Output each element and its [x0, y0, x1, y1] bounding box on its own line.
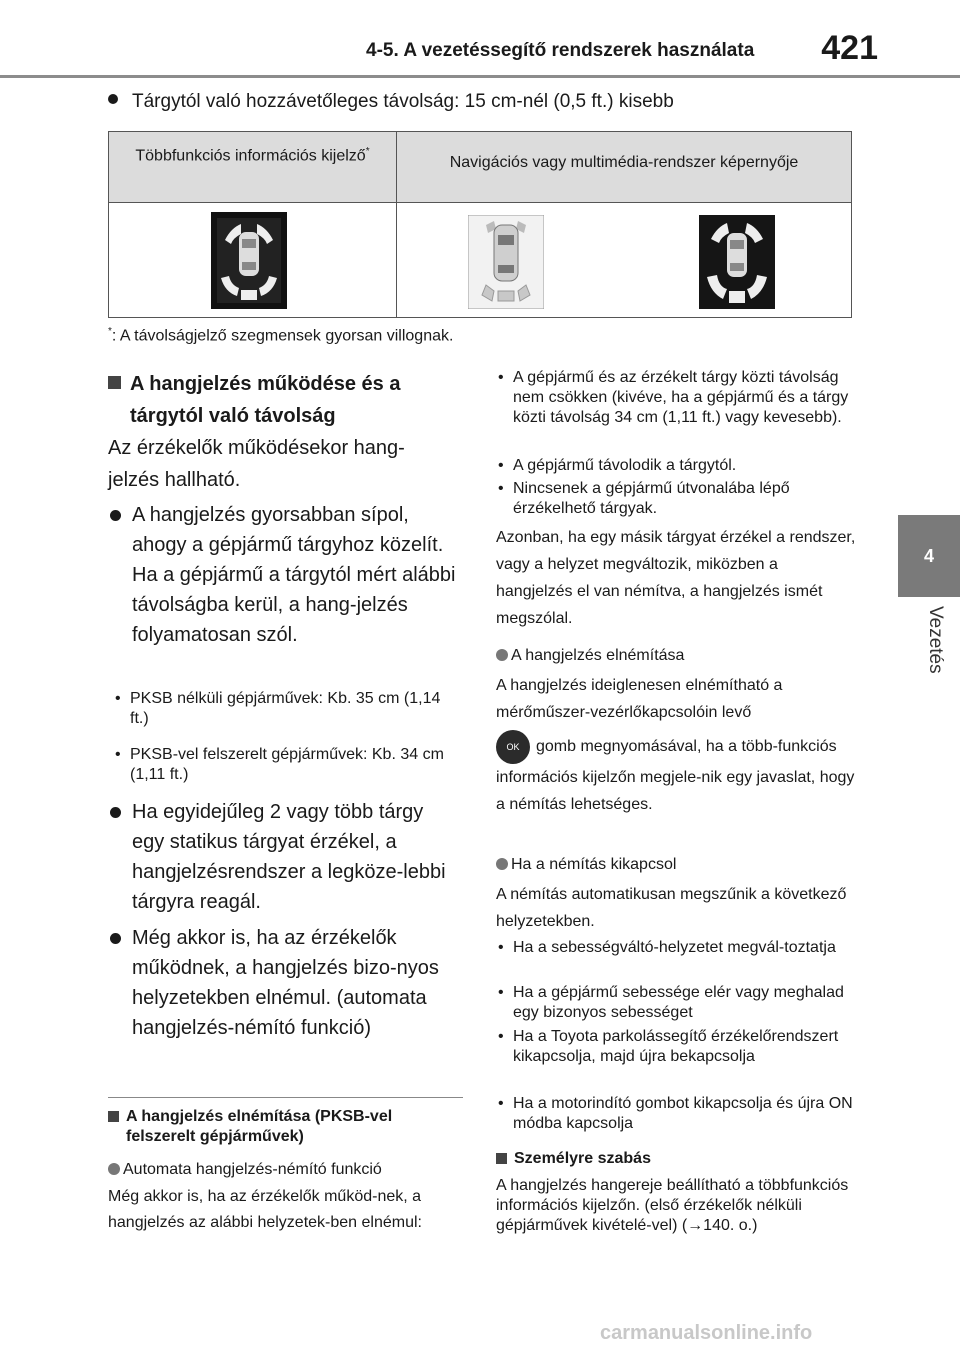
multiple-objects-text: Ha egyidejűleg 2 vagy több tárgy egy statikus tárgyat érzékel, a hangjelzésrendszer a legköze-lebbi tárgyra reagál. [132, 801, 446, 913]
table-header-mid [109, 139, 396, 168]
list-item-text: Ha a Toyota parkolássegítő érzékelőrendszert kikapcsolja, majd újra bekapcsolja [513, 1028, 839, 1065]
mute-heading-text: A hangjelzés elnémítása (PKSB-vel felszerelt gépjárművek) [126, 1108, 393, 1145]
chapter-label: Vezetés [925, 606, 946, 674]
resume-paragraph: Azonban, ha egy másik tárgyat érzékel a rendszer, vagy a helyzet megváltozik, miközben a hangjelzés el van némítva, a hangjelzés ismét megszólal. [496, 529, 856, 627]
bullet-icon [110, 933, 121, 944]
table-footnote [108, 326, 453, 345]
auto-mute-subheading [108, 1160, 463, 1180]
footnote-mark: * [108, 326, 112, 337]
section-divider [108, 1097, 463, 1098]
square-bullet-icon [496, 1153, 507, 1164]
auto-mute-bullet [108, 923, 458, 1043]
square-bullet-icon [108, 376, 121, 389]
auto-mute-bullet-text: Még akkor is, ha az érzékelők működnek, a hangjelzés bizo-nyos helyzetekben elnémul. (automata hangjelzés-némító funkció) [132, 927, 439, 1039]
list-item: • Ha a motorindító gombot kikapcsolja és újra ON módba kapcsolja [496, 1094, 856, 1134]
page-number: 421 [821, 29, 878, 67]
auto-mute-text: Még akkor is, ha az érzékelők működ-nek, a hangjelzés az alábbi helyzetek-ben elnémul: [108, 1188, 422, 1231]
circle-bullet-icon [496, 649, 508, 661]
circle-bullet-icon [108, 1163, 120, 1175]
mid-header-text: Többfunkciós információs kijelző [135, 147, 366, 165]
customization-text [496, 1176, 856, 1236]
circle-bullet-icon [496, 858, 508, 870]
sub-item-text: PKSB-vel felszerelt gépjárművek: Kb. 34 cm (1,11 ft.) [130, 746, 444, 783]
ok-button-icon: OK [496, 730, 530, 764]
list-item-text: Ha a motorindító gombot kikapcsolja és újra ON módba kapcsolja [513, 1095, 853, 1132]
bullet-icon [110, 807, 121, 818]
list-item: • Ha a gépjármű sebessége elér vagy meghalad egy bizonyos sebességet [496, 983, 856, 1023]
table-header-nav: Navigációs vagy multimédia-rendszer képernyője [449, 154, 799, 171]
customization-text-content: A hangjelzés hangereje beállítható a többfunkciós információs kijelzőn. (első érzékelők nélküli gépjárművek kivételé-vel) (→140. o.) [496, 1177, 849, 1234]
mute-subheading [496, 646, 856, 666]
customization-heading-text: Személyre szabás [514, 1150, 651, 1167]
distance-bullet-text: Tárgytól való hozzávetőleges távolság: 15 cm-nél (0,5 ft.) kisebb [132, 91, 674, 112]
faster-beep-text: A hangjelzés gyorsabban sípol, ahogy a gépjármű tárgyhoz közelít. [132, 504, 444, 556]
faster-beep-bullet [108, 500, 458, 650]
list-item: • A gépjármű távolodik a tárgytól. [496, 456, 856, 476]
list-item-text: A gépjármű és az érzékelt tárgy közti távolság nem csökken (kivéve, ha a gépjármű és a tárgy közti távolság 34 cm (1,11 ft.) vagy kevesebb). [513, 369, 849, 426]
list-item-text: Ha a sebességváltó-helyzetet megvál-toztatja [513, 939, 836, 956]
rear-center-segment [241, 290, 257, 300]
beep-heading-text: A hangjelzés működése és a tárgytól való távolság [130, 373, 401, 427]
display-table [108, 131, 852, 318]
distance-bullet [108, 91, 868, 113]
unmute-subheading [496, 855, 856, 875]
watermark: carmanualsonline.info [600, 1322, 813, 1344]
unmute-subheading-text: Ha a némítás kikapcsol [511, 856, 677, 873]
list-item: • Ha a Toyota parkolássegítő érzékelőrendszert kikapcsolja, majd újra bekapcsolja [496, 1027, 856, 1067]
mid-display-image [211, 212, 287, 309]
list-item-text: Ha a gépjármű sebessége elér vagy meghalad egy bizonyos sebességet [513, 984, 844, 1021]
mute-heading [108, 1107, 463, 1147]
mute-subheading-text: A hangjelzés elnémítása [511, 647, 685, 664]
sub-item: • PKSB-vel felszerelt gépjárművek: Kb. 34 cm (1,11 ft.) [115, 745, 460, 785]
sub-item: • PKSB nélküli gépjárművek: Kb. 35 cm (1,14 ft.) [115, 689, 460, 729]
mute-paragraph [496, 672, 856, 818]
list-item: • Ha a sebességváltó-helyzetet megvál-toztatja [496, 938, 856, 958]
continuous-beep-text: Ha a gépjármű a tárgytól mért alábbi távolságba kerül, a hang-jelzés folyamatosan szól. [132, 564, 456, 646]
multiple-objects-bullet [108, 797, 458, 917]
chapter-tab: 4 [898, 515, 960, 597]
nav-display-light-image [468, 215, 544, 309]
unmute-paragraph: A némítás automatikusan megszűnik a következő helyzetekben. [496, 886, 847, 930]
mute-text-after: gomb megnyomásával, ha a több-funkciós információs kijelzőn megjele-nik egy javaslat, hogy a némítás lehetséges. [496, 738, 855, 813]
header-rule [0, 75, 960, 78]
nav-display-dark-image [699, 215, 775, 309]
bullet-icon [108, 94, 118, 104]
footnote-text: : A távolságjelző szegmensek gyorsan villognak. [111, 327, 454, 345]
sub-item-text: PKSB nélküli gépjárművek: Kb. 35 cm (1,14 ft.) [130, 690, 441, 727]
bullet-icon [110, 510, 121, 521]
mute-text: A hangjelzés ideiglenesen elnémítható a mérőműszer-vezérlőkapcsolóin levő [496, 677, 783, 721]
list-item: • A gépjármű és az érzékelt tárgy közti távolság nem csökken (kivéve, ha a gépjármű és a tárgy közti távolság 34 cm (1,11 ft.) vagy kevesebb). [496, 368, 856, 428]
section-title: 4-5. A vezetéssegítő rendszerek használata [366, 40, 755, 61]
list-item-text: A gépjármű távolodik a tárgytól. [513, 457, 737, 474]
square-bullet-icon [108, 1111, 119, 1122]
beep-heading [108, 368, 448, 432]
list-item-text: Nincsenek a gépjármű útvonalába lépő érzékelhető tárgyak. [513, 480, 790, 517]
beep-intro: Az érzékelők működésekor hang-jelzés hallható. [108, 437, 405, 491]
auto-mute-subheading-text: Automata hangjelzés-némító funkció [123, 1161, 382, 1178]
list-item: • Nincsenek a gépjármű útvonalába lépő érzékelhető tárgyak. [496, 479, 856, 519]
customization-heading [496, 1149, 856, 1169]
footnote-mark: * [365, 146, 370, 157]
